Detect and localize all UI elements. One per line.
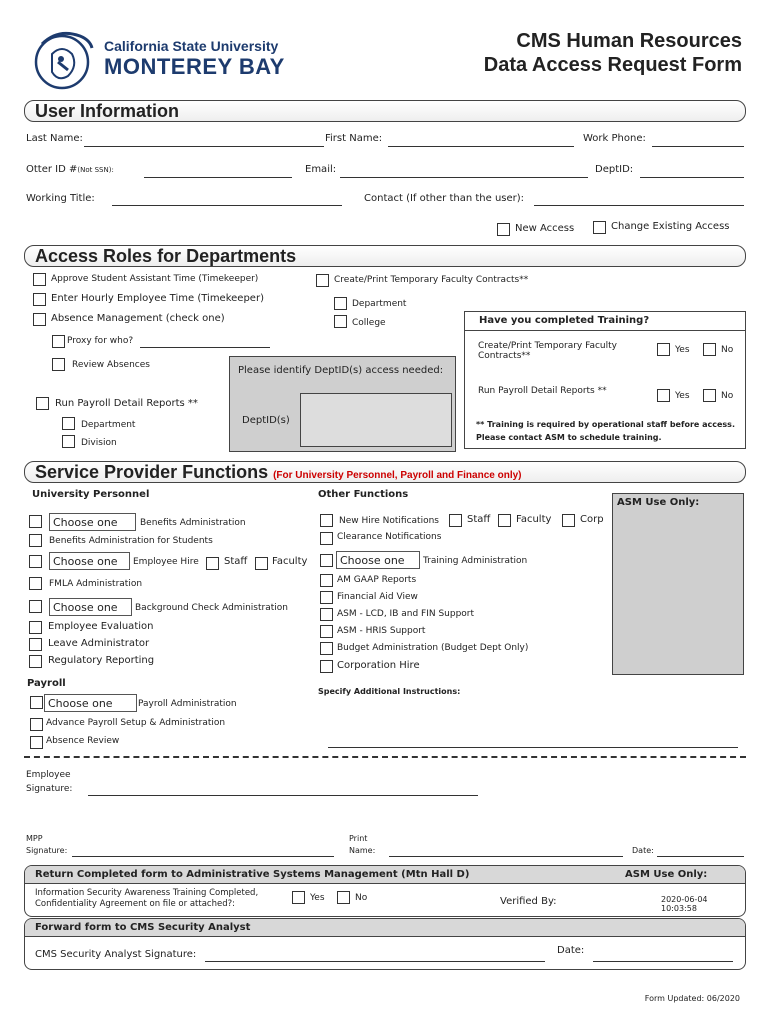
first-name-field[interactable] [388,146,574,147]
training-q2-no-checkbox[interactable] [703,389,716,402]
employee-hire-staff-checkbox[interactable] [206,557,219,570]
training-divider [465,330,745,331]
training-q1-no-label: No [721,345,734,355]
return-form-header [25,866,746,884]
new-access-label: New Access [515,223,575,234]
run-payroll-checkbox[interactable] [36,397,49,410]
contact-field[interactable] [534,205,744,206]
leave-admin-checkbox[interactable] [29,638,42,651]
benefits-students-label: Benefits Administration for Students [49,536,213,546]
section-access-roles [24,245,746,267]
contact-label: Contact (If other than the user): [364,193,525,204]
asm-lcd-label: ASM - LCD, IB and FIN Support [337,609,475,619]
forward-form-panel [24,918,746,970]
financial-aid-label: Financial Aid View [337,592,418,602]
forward-form-title: Forward form to CMS Security Analyst [35,922,251,933]
payroll-division-label: Division [81,438,117,448]
print-line2: Name: [349,846,376,855]
training-q1-yes-checkbox[interactable] [657,343,670,356]
form-updated: Form Updated: 06/2020 [644,994,740,1003]
benefits-students-checkbox[interactable] [29,534,42,547]
section-service-provider [24,461,746,483]
print-name-field[interactable] [389,856,623,857]
payroll-heading: Payroll [27,678,66,689]
training-q2: Run Payroll Detail Reports ** [478,386,607,396]
deptids-field[interactable] [300,393,452,447]
approve-student-checkbox[interactable] [33,273,46,286]
email-field[interactable] [340,177,588,178]
enter-hourly-label: Enter Hourly Employee Time (Timekeeper) [51,293,264,304]
email-label: Email: [305,164,337,175]
deptid-panel [229,356,456,452]
proxy-label: Proxy for who? [67,336,134,346]
info-sec-yes-label: Yes [310,893,325,903]
change-access-checkbox[interactable] [593,221,606,234]
working-title-label: Working Title: [26,193,95,204]
new-hire-staff-label: Staff [467,514,491,525]
analyst-date-label: Date: [557,945,585,956]
last-name-label: Last Name: [26,133,83,144]
return-form-panel [24,865,746,917]
section-user-information [24,100,746,122]
payroll-admin-select[interactable]: Choose one [44,694,137,712]
specify-instructions-label: Specify Additional Instructions: [318,687,461,696]
dept-id-label: DeptID: [595,164,634,175]
employee-signature-field[interactable] [88,795,478,796]
new-access-checkbox[interactable] [497,223,510,236]
fmla-checkbox[interactable] [29,577,42,590]
otter-id-text: Otter ID # [26,164,78,175]
forward-form-header [25,919,746,937]
section-subtitle: (For University Personnel, Payroll and Finance only) [273,470,522,481]
training-q1-yes-label: Yes [675,345,690,355]
employee-hire-checkbox[interactable] [29,555,42,568]
employee-hire-staff-label: Staff [224,556,248,567]
training-admin-checkbox[interactable] [320,554,333,567]
corp-hire-label: Corporation Hire [337,660,420,671]
review-absences-label: Review Absences [72,360,150,370]
new-hire-corp-checkbox[interactable] [562,514,575,527]
budget-admin-label: Budget Administration (Budget Dept Only) [337,643,529,653]
employee-eval-checkbox[interactable] [29,621,42,634]
employee-signature-line1: Employee [26,770,71,780]
advance-payroll-checkbox[interactable] [30,718,43,731]
university-name: California State University [104,38,279,54]
info-sec-yes-checkbox[interactable] [292,891,305,904]
payroll-admin-checkbox[interactable] [30,696,43,709]
create-print-label: Create/Print Temporary Faculty Contracts** [334,275,529,285]
payroll-admin-label: Payroll Administration [138,699,237,709]
benefits-admin-label: Benefits Administration [140,518,246,528]
clearance-notif-checkbox[interactable] [320,532,333,545]
proxy-checkbox[interactable] [52,335,65,348]
training-admin-select[interactable]: Choose one [336,551,420,569]
mpp-signature-label [26,833,67,857]
training-title: Have you completed Training? [479,315,650,326]
section-title: Access Roles for Departments [35,246,297,266]
last-name-field[interactable] [84,146,324,147]
asm-use-only-label: ASM Use Only: [617,497,700,508]
mpp-signature-field[interactable] [72,856,334,857]
employee-hire-faculty-checkbox[interactable] [255,557,268,570]
create-department-checkbox[interactable] [334,297,347,310]
financial-aid-checkbox[interactable] [320,591,333,604]
corp-hire-checkbox[interactable] [320,660,333,673]
otter-logo-icon [28,26,100,92]
employee-hire-faculty-label: Faculty [272,556,308,567]
print-name-label [349,833,375,857]
review-absences-checkbox[interactable] [52,358,65,371]
regulatory-checkbox[interactable] [29,655,42,668]
info-sec-no-label: No [355,893,368,903]
return-asm-use-only: ASM Use Only: [625,869,708,880]
clearance-notif-label: Clearance Notifications [337,532,442,542]
training-note-2: Please contact ASM to schedule training. [476,433,662,442]
verified-by-label: Verified By: [500,896,557,907]
mpp-line1: MPP [26,834,43,843]
section-title-text: Service Provider Functions [35,462,269,482]
work-phone-field[interactable] [652,146,744,147]
mpp-date-field[interactable] [657,856,744,857]
regulatory-label: Regulatory Reporting [48,655,155,666]
training-q1: Create/Print Temporary Faculty Contracts** [478,341,617,361]
payroll-department-label: Department [81,420,136,430]
dashed-divider [24,756,746,758]
training-q1-no-checkbox[interactable] [703,343,716,356]
benefits-admin-checkbox[interactable] [29,515,42,528]
training-q2-no-label: No [721,391,734,401]
asm-use-only-panel [612,493,744,675]
create-college-checkbox[interactable] [334,315,347,328]
deptids-label: DeptID(s) [242,415,290,426]
approve-student-label: Approve Student Assistant Time (Timekeeper) [51,274,259,284]
analyst-signature-label: CMS Security Analyst Signature: [35,949,197,960]
university-campus: MONTEREY BAY [104,54,285,79]
proxy-field[interactable] [140,347,270,348]
create-print-checkbox[interactable] [316,274,329,287]
change-access-label: Change Existing Access [611,221,730,232]
mpp-line2: Signature: [26,846,68,855]
asm-lcd-checkbox[interactable] [320,608,333,621]
employee-signature-line2: Signature: [26,784,73,794]
leave-admin-label: Leave Administrator [48,638,150,649]
new-hire-faculty-label: Faculty [516,514,552,525]
budget-admin-checkbox[interactable] [320,642,333,655]
absence-review-label: Absence Review [46,736,120,746]
dept-id-field[interactable] [640,177,744,178]
absence-review-checkbox[interactable] [30,736,43,749]
new-hire-staff-checkbox[interactable] [449,514,462,527]
absence-mgmt-checkbox[interactable] [33,313,46,326]
employee-hire-label: Employee Hire [133,557,199,567]
training-note-1: ** Training is required by operational staff before access. [476,420,735,429]
print-line1: Print [349,834,368,843]
university-personnel-heading: University Personnel [32,489,150,500]
identify-dept-label: Please identify DeptID(s) access needed: [238,365,444,376]
background-check-label: Background Check Administration [135,603,288,613]
work-phone-label: Work Phone: [583,133,646,144]
asm-hris-checkbox[interactable] [320,625,333,638]
enter-hourly-checkbox[interactable] [33,293,46,306]
otter-id-note: (Not SSN): [77,166,114,174]
new-hire-corp-label: Corp [580,514,604,525]
asm-hris-label: ASM - HRIS Support [337,626,426,636]
benefits-admin-select[interactable]: Choose one [49,513,136,531]
payroll-department-checkbox[interactable] [62,417,75,430]
create-college-label: College [352,318,386,328]
am-gaap-checkbox[interactable] [320,574,333,587]
analyst-signature-field[interactable] [205,961,545,962]
fmla-label: FMLA Administration [49,579,143,589]
working-title-field[interactable] [112,205,342,206]
run-payroll-label: Run Payroll Detail Reports ** [55,398,198,409]
training-q2-yes-label: Yes [675,391,690,401]
employee-eval-label: Employee Evaluation [48,621,154,632]
training-panel [464,311,746,449]
absence-mgmt-label: Absence Management (check one) [51,313,225,324]
first-name-label: First Name: [325,133,383,144]
otter-id-label [26,164,114,175]
training-q2-yes-checkbox[interactable] [657,389,670,402]
other-functions-heading: Other Functions [318,489,409,500]
mpp-date-label: Date: [632,846,654,855]
new-hire-notif-checkbox[interactable] [320,514,333,527]
new-hire-faculty-checkbox[interactable] [498,514,511,527]
additional-instructions-field[interactable] [328,747,738,748]
university-logo [28,26,285,92]
employee-signature-label [26,768,72,796]
advance-payroll-label: Advance Payroll Setup & Administration [46,718,226,728]
training-admin-label: Training Administration [423,556,528,566]
info-sec-line2: Confidentiality Agreement on file or attached?: [35,899,235,909]
create-department-label: Department [352,299,407,309]
section-title: User Information [35,101,180,121]
background-check-select[interactable]: Choose one [49,598,132,616]
otter-id-field[interactable] [144,177,292,178]
analyst-date-field[interactable] [593,961,733,962]
am-gaap-label: AM GAAP Reports [337,575,417,585]
form-title-line1: CMS Human Resources [516,30,742,52]
employee-hire-select[interactable]: Choose one [49,552,130,570]
new-hire-notif-label: New Hire Notifications [339,516,439,526]
verified-timestamp: 2020-06-04 10:03:58 [661,895,708,913]
return-form-title: Return Completed form to Administrative Systems Management (Mtn Hall D) [35,869,470,880]
section-title [35,462,522,483]
info-sec-no-checkbox[interactable] [337,891,350,904]
payroll-division-checkbox[interactable] [62,435,75,448]
info-sec-line1: Information Security Awareness Training Completed, [35,888,259,898]
form-title-line2: Data Access Request Form [483,54,742,76]
background-check-checkbox[interactable] [29,600,42,613]
